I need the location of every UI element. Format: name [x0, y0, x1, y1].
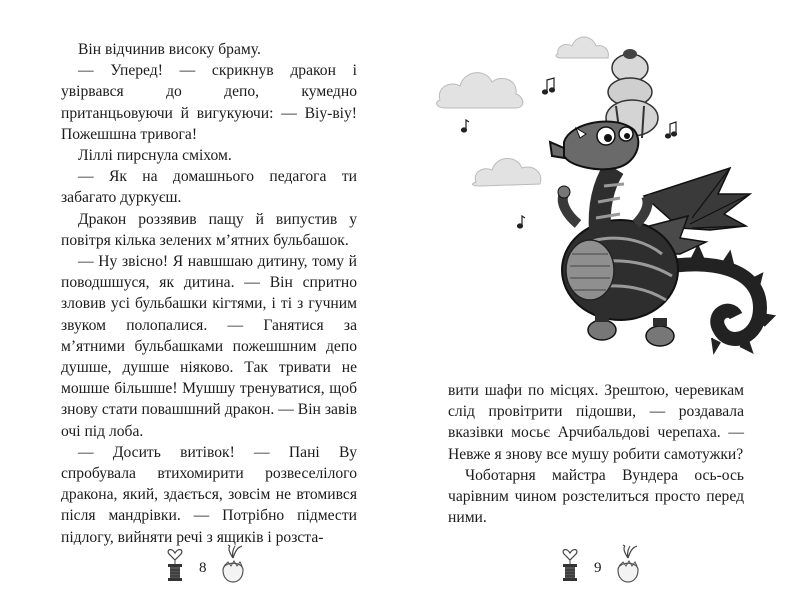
thread-spool-heart-icon	[163, 544, 187, 582]
paragraph: Ліллі пирснула сміхом.	[78, 147, 232, 165]
paragraph: Чоботарня майстра Вундера ось-ось чарівним чином розстелиться просто перед ними.	[448, 466, 744, 527]
music-note-icon	[666, 122, 677, 138]
music-note-icon	[518, 216, 526, 228]
music-note-icon	[543, 78, 555, 94]
paragraph: — Як на домашнього педагога ти забагато дуркуєш.	[61, 168, 357, 207]
cloud-icon	[473, 158, 541, 186]
page-folio	[558, 544, 648, 584]
paragraph: — Ну звісно! Я навшшаю дитину, тому й поводшшуся, як дитина. — Він спритно зловив усі бульбашки кігтями, і ті з гучним звуком полопалися. — Ганятися за м’ятними бульбашками пожешшним депо душше, душше ніяково. Так тривати не мошше більшше! Мушшу тренуватися, щоб знову стати повашшний дракон. — Він завів очі під лоба.	[61, 253, 357, 440]
page-number: 9	[594, 560, 602, 576]
egg-sprout-icon	[614, 544, 642, 584]
paragraph: Дракон роззявив пащу й випустив у повітря кілька зелених м’ятних бульбашок.	[61, 210, 357, 249]
paragraph: вити шафи по місцях. Зрештою, черевикам слід провітрити підошви, — роздавала вказівки мосьє Арчибальдові черепаха. — Невже я знову все мушу робити самотужки?	[448, 382, 744, 463]
paragraph: — Досить витівок! — Пані Ву спробувала втихомирити розвеселілого дракона, який, здається, зовсім не втомився після мандрівки. — Потрібно підмести підлогу, вийняти речі з ящиків і розста-	[61, 443, 357, 546]
paragraph: Він відчинив високу браму.	[78, 41, 261, 58]
right-page-text	[448, 380, 744, 528]
page-folio	[163, 544, 253, 584]
dragon-illustration	[430, 18, 790, 368]
paragraph: — Уперед! — скрикнув дракон і увірвався до депо, кумедно пританцьовуючи й вигукуючи: — Віу-віу! Пожешшна тривога!	[61, 62, 357, 143]
egg-sprout-icon	[219, 544, 247, 584]
right-page	[400, 0, 800, 615]
thread-spool-heart-icon	[558, 544, 582, 582]
left-page-text	[61, 39, 357, 548]
music-note-icon	[462, 120, 470, 132]
cloud-icon	[437, 73, 523, 108]
cloud-icon	[556, 37, 608, 58]
page-number: 8	[199, 560, 207, 576]
